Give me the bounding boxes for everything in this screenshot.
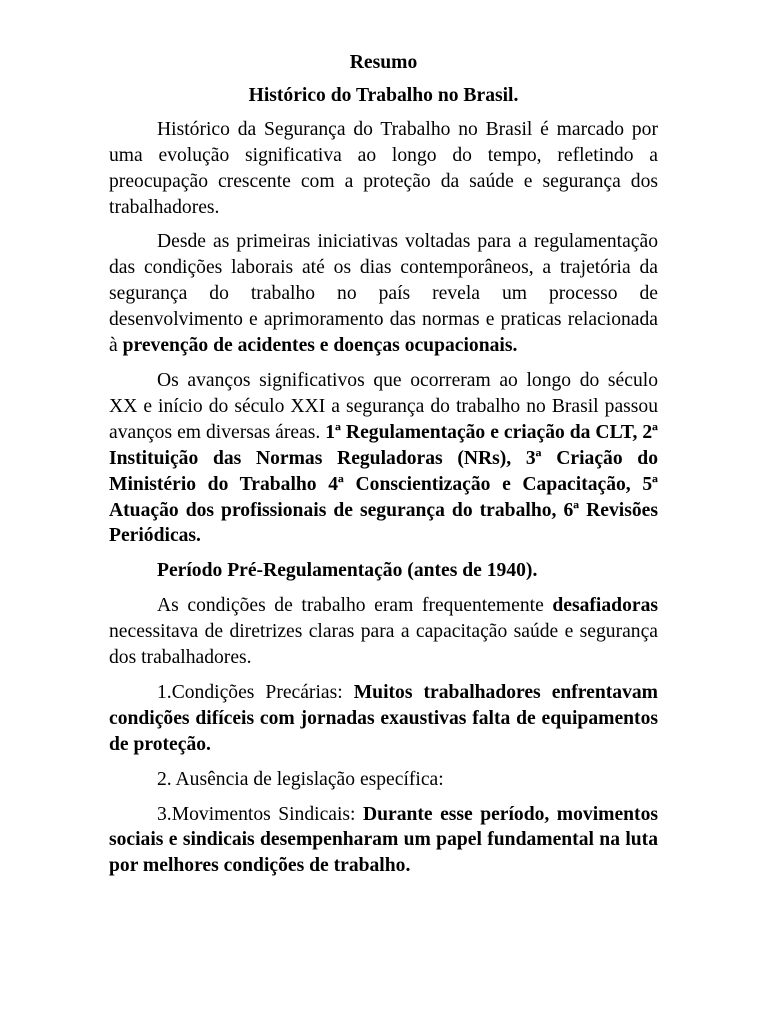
paragraph-intro: Histórico da Segurança do Trabalho no Brasil é marcado por uma evolução significativa ao longo do tempo, refletindo a preocupação crescente com a proteção da saúde e segurança dos trabalhadores. <box>109 118 658 218</box>
paragraph-conditions-emphasis: desafiadoras <box>552 595 658 617</box>
list-item-label: 1.Condições Precárias: <box>157 681 354 703</box>
paragraph-initiatives-text: Desde as primeiras iniciativas voltadas para a regulamentação das condições laborais até os dias contemporâneos, a trajetória da segurança do trabalho no país revela um processo de desenvolvimento e aprimoramento das normas e praticas relacionada à <box>109 231 658 357</box>
list-item-description: Muitos trabalhadores enfrentavam condições difíceis com jornadas exaustivas falta de equipamentos de proteção. <box>109 681 658 755</box>
list-item-precarious-conditions <box>109 680 658 758</box>
paragraph-initiatives-emphasis: prevenção de acidentes e doenças ocupacionais. <box>122 335 518 357</box>
paragraph-initiatives <box>109 229 658 359</box>
document-subtitle: Histórico do Trabalho no Brasil. <box>248 84 519 106</box>
list-item-no-legislation: 2. Ausência de legislação específica: <box>157 768 444 790</box>
document-title: Resumo <box>349 52 418 73</box>
paragraph-advances-text: Os avanços significativos que ocorreram ao longo do século XX e início do século XXI a segurança do trabalho no Brasil passou avanços em diversas áreas. <box>109 369 658 443</box>
paragraph-conditions <box>109 593 658 671</box>
list-item-label: 3.Movimentos Sindicais: <box>157 803 363 825</box>
paragraph-conditions-text-2: necessitava de diretrizes claras para a capacitação saúde e segurança dos trabalhadores. <box>109 621 658 669</box>
paragraph-advances <box>109 368 658 549</box>
paragraph-advances-list: 1ª Regulamentação e criação da CLT, 2ª Instituição das Normas Reguladoras (NRs), 3ª Criação do Ministério do Trabalho 4ª Conscientização e Capacitação, 5ª Atuação dos profissionais de segurança do trabalho, 6ª Revisões Periódicas. <box>109 421 659 547</box>
list-item-union-movements <box>109 802 658 880</box>
section-heading-pre-regulation: Período Pré-Regulamentação (antes de 1940). <box>157 560 538 582</box>
paragraph-conditions-text-1: As condições de trabalho eram frequentemente <box>157 595 553 617</box>
list-item-description: Durante esse período, movimentos sociais e sindicais desempenharam um papel fundamental na luta por melhores condições de trabalho. <box>109 803 658 877</box>
document-page <box>109 50 658 888</box>
